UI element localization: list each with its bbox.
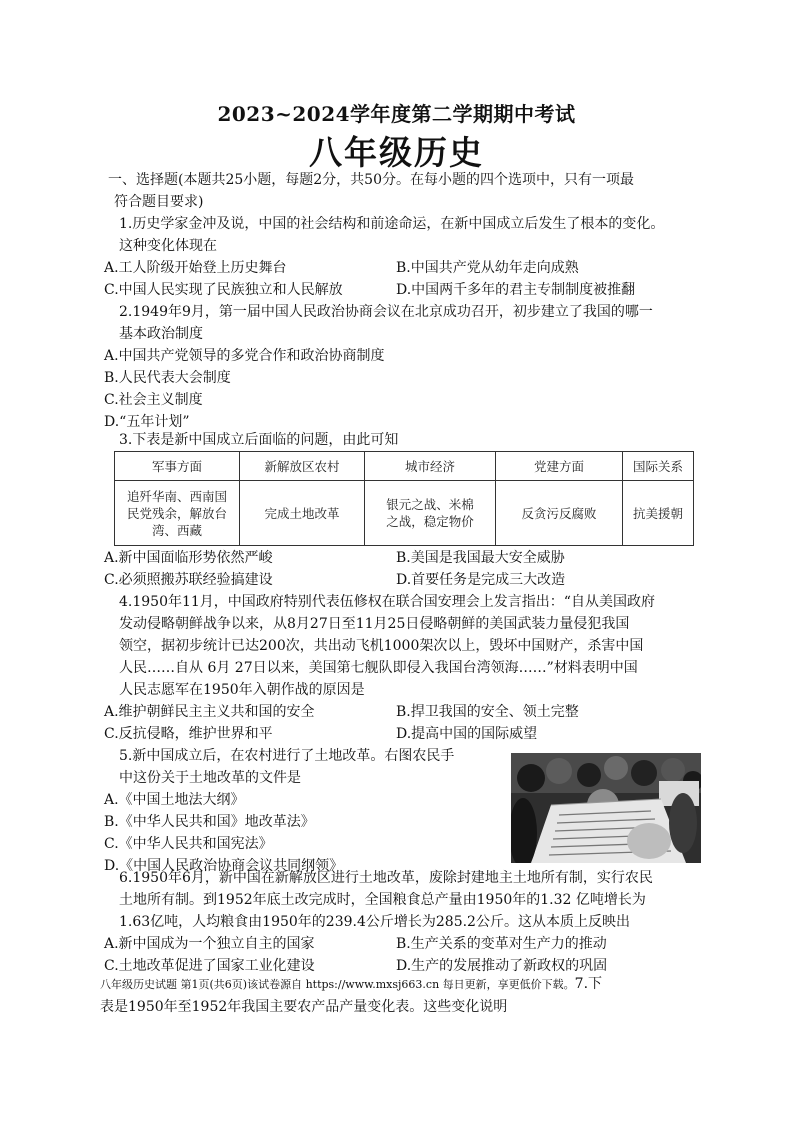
q1-option-d: D.中国两千多年的君主专制制度被推翻 <box>396 282 636 298</box>
q1-stem: 1.历史学家金冲及说，中国的社会结构和前途命运，在新中国成立后发生了根本的变化。 <box>119 216 665 232</box>
table-cell-line: 追歼华南、西南国 <box>126 488 227 504</box>
q3-option-d: D.首要任务是完成三大改造 <box>396 572 566 588</box>
q3-table-header-row <box>115 452 694 481</box>
q2-stem: 2.1949年9月，第一届中国人民政治协商会议在北京成功召开，初步建立了我国的哪一 <box>119 304 653 320</box>
q3-stem: 3.下表是新中国成立后面临的问题，由此可知 <box>119 432 399 448</box>
q4-option-d: D.提高中国的国际威望 <box>396 726 538 742</box>
table-header-cell: 新解放区农村 <box>240 452 365 481</box>
q7-number: 7.下 <box>574 976 603 992</box>
q5-stem: 5.新中国成立后，在农村进行了土地改革。右图农民手 <box>119 748 455 764</box>
q2-option-d: D.“五年计划” <box>104 414 190 430</box>
table-cell-line: 银元之战、米棉 <box>386 497 474 512</box>
table-cell-line: 之战，稳定物价 <box>386 514 474 529</box>
table-cell-line: 抗美援朝 <box>632 505 683 521</box>
table-cell <box>240 481 365 546</box>
exam-subtitle: 2023~2024学年度第二学期期中考试 <box>217 102 576 126</box>
q4-option-a: A.维护朝鲜民主主义共和国的安全 <box>104 704 315 720</box>
q3-option-c: C.必须照搬苏联经验搞建设 <box>104 572 273 588</box>
q2-option-b: B.人民代表大会制度 <box>104 370 231 386</box>
table-header-cell: 城市经济 <box>365 452 496 481</box>
q3-table-row <box>115 481 694 546</box>
q4-stem: 4.1950年11月，中国政府特别代表伍修权在联合国安理会上发言指出：“自从美国政府 <box>119 594 655 610</box>
q6-stem: 6.1950年6月，新中国在新解放区进行土地改革，废除封建地主土地所有制，实行农民 <box>119 870 653 886</box>
table-header-cell: 军事方面 <box>115 452 240 481</box>
q1-option-c: C.中国人民实现了民族独立和人民解放 <box>104 282 343 298</box>
q2-option-c: C.社会主义制度 <box>104 392 203 408</box>
section-instruction: 一、选择题(本题共25小题，每题2分，共50分。在每小题的四个选项中，只有一项最 <box>108 172 634 188</box>
q5-option-d: D.《中国人民政治协商会议共同纲领》 <box>104 858 344 874</box>
q4-stem-cont: 人民志愿军在1950年入朝作战的原因是 <box>119 682 365 698</box>
q5-option-c: C.《中华人民共和国宪法》 <box>104 836 273 852</box>
table-cell-line: 完成土地改革 <box>264 505 340 521</box>
table-cell <box>365 481 496 546</box>
q3-option-a: A.新中国面临形势依然严峻 <box>104 550 273 566</box>
table-header-cell: 党建方面 <box>496 452 623 481</box>
q5-option-a: A.《中国土地法大纲》 <box>104 792 245 808</box>
q5-stem-cont: 中这份关于土地改革的文件是 <box>119 770 301 786</box>
section-instruction-cont: 符合题目要求) <box>114 194 204 210</box>
q1-stem-cont: 这种变化体现在 <box>119 238 217 254</box>
q6-option-a: A.新中国成为一个独立自主的国家 <box>104 936 315 952</box>
table-header-cell: 国际关系 <box>623 452 694 481</box>
q6-stem-cont: 1.63亿吨，人均粮食由1950年的239.4公斤增长为285.2公斤。这从本质上反映出 <box>119 914 630 930</box>
q1-option-a: A.工人阶级开始登上历史舞台 <box>104 260 287 276</box>
q6-option-c: C.土地改革促进了国家工业化建设 <box>104 958 315 974</box>
q3-table <box>114 451 694 546</box>
q4-option-c: C.反抗侵略，维护世界和平 <box>104 726 273 742</box>
table-cell <box>115 481 240 546</box>
exam-title: 八年级历史 <box>309 133 484 172</box>
q5-option-b: B.《中华人民共和国》地改革法》 <box>104 814 315 830</box>
q4-stem-cont: 人民……自从 6月 27日以来，美国第七舰队即侵入我国台湾领海……”材料表明中国 <box>119 660 638 676</box>
page-footer <box>100 975 602 994</box>
footer-source-note: 八年级历史试题 第1页(共6页)该试卷源自 https://www.mxsj663.cn 每日更新，享更低价下载。 <box>100 978 575 991</box>
table-cell-line: 反贪污反腐败 <box>521 505 597 521</box>
photo-image <box>511 753 701 863</box>
table-cell <box>623 481 694 546</box>
q6-stem-cont: 土地所有制。到1952年底土改完成时，全国粮食总产量由1950年的1.32 亿吨增长为 <box>119 892 646 908</box>
table-cell <box>496 481 623 546</box>
q3-option-b: B.美国是我国最大安全威胁 <box>396 550 565 566</box>
land-reform-photo <box>511 753 701 863</box>
q2-stem-cont: 基本政治制度 <box>119 326 203 342</box>
q7-stem: 表是1950年至1952年我国主要农产品产量变化表。这些变化说明 <box>100 999 508 1015</box>
table-cell-line: 湾、西藏 <box>151 522 202 538</box>
q1-option-b: B.中国共产党从幼年走向成熟 <box>396 260 579 276</box>
q2-option-a: A.中国共产党领导的多党合作和政治协商制度 <box>104 348 385 364</box>
q4-stem-cont: 领空，据初步统计已达200次，共出动飞机1000架次以上，毁坏中国财产，杀害中国 <box>119 638 644 654</box>
q4-stem-cont: 发动侵略朝鲜战争以来，从8月27日至11月25日侵略朝鲜的美国武装力量侵犯我国 <box>119 616 630 632</box>
q4-option-b: B.捍卫我国的安全、领土完整 <box>396 704 579 720</box>
q6-option-b: B.生产关系的变革对生产力的推动 <box>396 936 607 952</box>
q6-option-d: D.生产的发展推动了新政权的巩固 <box>396 958 608 974</box>
table-cell-line: 民党残余，解放台 <box>126 505 227 521</box>
